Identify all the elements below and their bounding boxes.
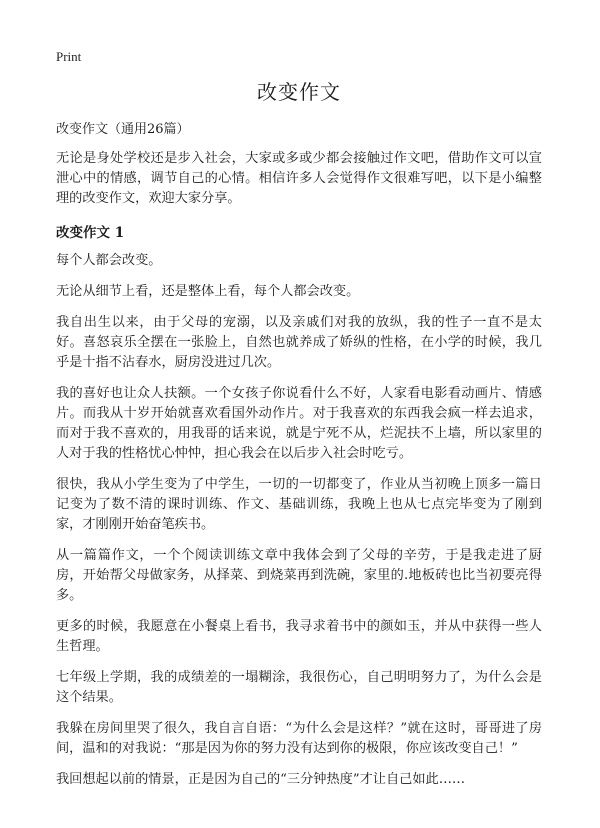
page-title: 改变作文 bbox=[257, 80, 341, 104]
paragraph-7: 更多的时候，我愿意在小餐桌上看书，我寻求着书中的颜如玉，并从中获得一些人生哲理。 bbox=[56, 619, 542, 654]
paragraph-6: 从一篇篇作文，一个个阅读训练文章中我体会到了父母的辛劳，于是我走进了厨房，开始帮父母做家务，从择菜、到烧菜再到洗碗，家里的.地板砖也比当初要亮得多。 bbox=[56, 548, 542, 603]
paragraph-3: 我自出生以来，由于父母的宠溺，以及亲戚们对我的放纵，我的性子一直不是太好。喜怒哀乐全摆在一张脸上，自然也就养成了娇纵的性格，在小学的时候，我几乎是十指不沾春水，厨房没进过几次。 bbox=[56, 315, 542, 370]
paragraph-2: 无论从细节上看，还是整体上看，每个人都会改变。 bbox=[56, 284, 360, 299]
intro-paragraph: 无论是身处学校还是步入社会，大家或多或少都会接触过作文吧，借助作文可以宣泄心中的情感，调节自己的心情。相信许多人会觉得作文很难写吧，以下是小编整理的改变作文，欢迎大家分享。 bbox=[56, 151, 542, 206]
section-heading: 改变作文 1 bbox=[56, 225, 125, 241]
paragraph-10: 我回想起以前的情景，正是因为自己的“三分钟热度”才让自己如此…… bbox=[56, 772, 466, 787]
print-button[interactable]: Print bbox=[56, 49, 82, 64]
paragraph-8: 七年级上学期，我的成绩差的一塌糊涂，我很伤心，自己明明努力了，为什么会是这个结果。 bbox=[56, 670, 542, 705]
paragraph-1: 每个人都会改变。 bbox=[56, 253, 162, 268]
document-subtitle: 改变作文（通用26篇） bbox=[56, 122, 190, 137]
paragraph-4: 我的喜好也让众人扶额。一个女孩子你说看什么不好，人家看电影看动画片、情感片。而我从十岁开始就喜欢看国外动作片。对于我喜欢的东西我会疯一样去追求，而对于我不喜欢的，用我哥的话来说，就是宁死不从，烂泥扶不上墙，所以家里的人对于我的性格忧心忡忡，担心我会在以后步入社会时吃亏。 bbox=[56, 386, 542, 461]
paragraph-5: 很快，我从小学生变为了中学生，一切的一切都变了，作业从当初晚上顶多一篇日记变为了数不清的课时训练、作文、基础训练，我晚上也从七点完毕变为了刚到家，才刚刚开始奋笔疾书。 bbox=[56, 477, 542, 532]
paragraph-9: 我躲在房间里哭了很久，我自言自语：“为什么会是这样？”就在这时，哥哥进了房间，温和的对我说：“那是因为你的努力没有达到你的极限，你应该改变自己！” bbox=[56, 721, 542, 756]
